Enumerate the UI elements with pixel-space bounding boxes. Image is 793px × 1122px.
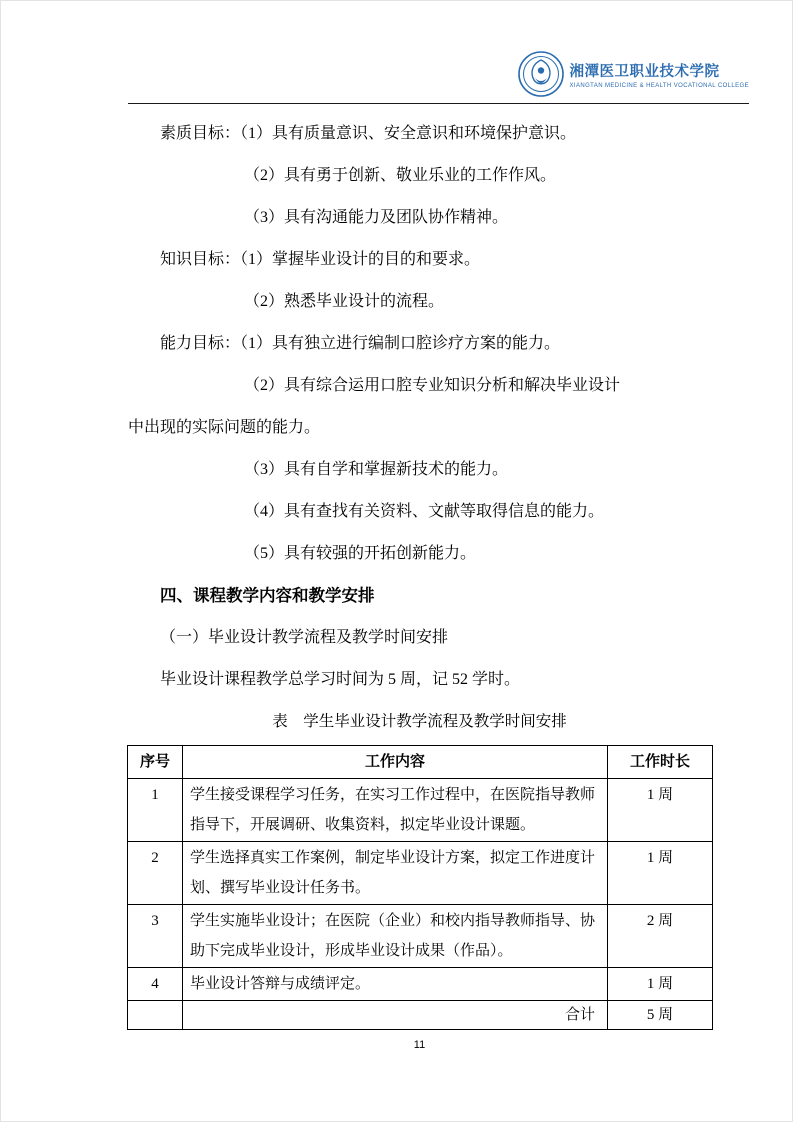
cell-content: 学生选择真实工作案例，制定毕业设计方案，拟定工作进度计划、撰写毕业设计任务书。 bbox=[183, 842, 608, 905]
line-ability-item-2-cont: 中出现的实际问题的能力。 bbox=[128, 419, 321, 436]
college-name-en: XIANGTAN MEDICINE & HEALTH VOCATIONAL COLLEGE bbox=[569, 82, 749, 89]
line-ability-item-4: （4）具有查找有关资料、文献等取得信息的能力。 bbox=[244, 503, 605, 520]
cell-content: 学生实施毕业设计；在医院（企业）和校内指导教师指导、协助下完成毕业设计，形成毕业设计成果（作品）。 bbox=[183, 905, 608, 968]
cell-seq: 3 bbox=[128, 905, 183, 968]
header-divider bbox=[128, 103, 749, 104]
line-quality-goals: 素质目标：（1）具有质量意识、安全意识和环境保护意识。 bbox=[160, 125, 577, 142]
section-heading: 四、课程教学内容和教学安排 bbox=[160, 587, 375, 605]
table-row bbox=[128, 842, 713, 905]
cell-content: 学生接受课程学习任务，在实习工作过程中，在医院指导教师指导下，开展调研、收集资料，拟定毕业设计课题。 bbox=[183, 779, 608, 842]
college-emblem-icon bbox=[518, 51, 564, 97]
document-body bbox=[128, 113, 711, 1030]
table-header-row bbox=[128, 746, 713, 779]
table-header-seq: 序号 bbox=[128, 746, 183, 779]
table-total-row bbox=[128, 1001, 713, 1030]
line-ability-item-2: （2）具有综合运用口腔专业知识分析和解决毕业设计 bbox=[244, 377, 621, 394]
line-ability-item-3: （3）具有自学和掌握新技术的能力。 bbox=[244, 461, 509, 478]
cell-duration: 1 周 bbox=[608, 779, 713, 842]
cell-duration: 1 周 bbox=[608, 842, 713, 905]
table-header-duration: 工作时长 bbox=[608, 746, 713, 779]
cell-seq: 4 bbox=[128, 968, 183, 1001]
cell-content: 毕业设计答辩与成绩评定。 bbox=[183, 968, 608, 1001]
cell-seq: 2 bbox=[128, 842, 183, 905]
cell-duration: 2 周 bbox=[608, 905, 713, 968]
cell-total-label: 合计 bbox=[183, 1001, 608, 1030]
table-row bbox=[128, 905, 713, 968]
line-ability-goals: 能力目标：（1）具有独立进行编制口腔诊疗方案的能力。 bbox=[160, 335, 561, 352]
intro-line: 毕业设计课程教学总学习时间为 5 周，记 52 学时。 bbox=[160, 671, 521, 688]
table-row bbox=[128, 968, 713, 1001]
table-header-content: 工作内容 bbox=[183, 746, 608, 779]
line-quality-item-2: （2）具有勇于创新、敬业乐业的工作作风。 bbox=[244, 167, 557, 184]
cell-duration: 1 周 bbox=[608, 968, 713, 1001]
cell-seq bbox=[128, 1001, 183, 1030]
page-footer bbox=[128, 1039, 711, 1051]
cell-total-value: 5 周 bbox=[608, 1001, 713, 1030]
cell-seq: 1 bbox=[128, 779, 183, 842]
college-logo bbox=[128, 49, 749, 99]
page-header bbox=[128, 49, 749, 104]
college-name bbox=[570, 60, 749, 89]
table-caption: 表 学生毕业设计教学流程及教学时间安排 bbox=[272, 713, 567, 730]
subsection-heading: （一）毕业设计教学流程及教学时间安排 bbox=[160, 629, 449, 646]
page-number: 11 bbox=[413, 1039, 426, 1051]
line-knowledge-goals: 知识目标：（1）掌握毕业设计的目的和要求。 bbox=[160, 251, 481, 268]
table-row bbox=[128, 779, 713, 842]
schedule-table bbox=[127, 745, 713, 1030]
line-ability-item-5: （5）具有较强的开拓创新能力。 bbox=[244, 545, 477, 562]
college-name-cn: 湘潭医卫职业技术学院 bbox=[569, 63, 720, 80]
line-quality-item-3: （3）具有沟通能力及团队协作精神。 bbox=[244, 209, 509, 226]
line-knowledge-item-2: （2）熟悉毕业设计的流程。 bbox=[244, 293, 445, 310]
